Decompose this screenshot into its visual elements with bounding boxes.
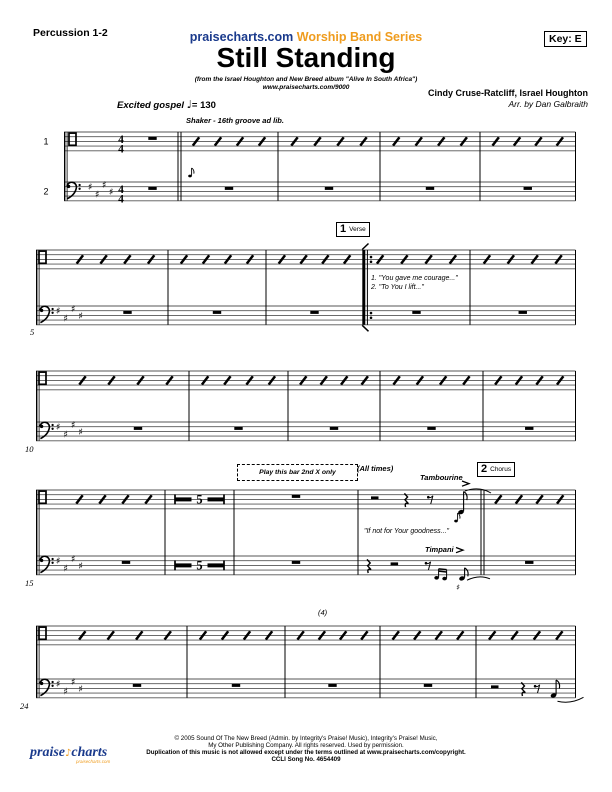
brand-series: Worship Band Series bbox=[296, 30, 423, 44]
ccli-number: CCLI Song No. 4654409 bbox=[271, 756, 341, 763]
chorus-label: Chorus bbox=[490, 466, 512, 473]
verse-number: 1 bbox=[340, 223, 347, 235]
play-bar-instruction: Play this bar 2nd X only bbox=[259, 469, 336, 476]
quarter-note-icon: ♩ bbox=[186, 98, 192, 111]
svg-text:5: 5 bbox=[196, 558, 203, 573]
svg-text:♯: ♯ bbox=[63, 563, 68, 575]
svg-text:♯: ♯ bbox=[55, 556, 61, 568]
rehearsal-chorus bbox=[477, 462, 515, 477]
goodness-cue: "If not for Your goodness..." bbox=[364, 528, 450, 535]
tempo-marking bbox=[117, 98, 216, 111]
verse-cue-line-2: 2. "To You I lift..." bbox=[371, 284, 424, 291]
svg-text:♯: ♯ bbox=[63, 313, 68, 325]
svg-text:5: 5 bbox=[196, 492, 203, 507]
logo-charts-text: charts bbox=[71, 745, 108, 760]
svg-text:♯: ♯ bbox=[78, 683, 83, 695]
tempo-bpm: = 130 bbox=[191, 100, 216, 111]
svg-text:1: 1 bbox=[43, 136, 49, 147]
svg-text:4: 4 bbox=[118, 184, 124, 197]
all-times-direction: (All times) bbox=[357, 464, 394, 473]
logo-subtext: praisecharts.com bbox=[76, 759, 111, 764]
shaker-direction: Shaker - 16th groove ad lib. bbox=[186, 116, 284, 125]
svg-text:4: 4 bbox=[118, 134, 124, 147]
album-subtitle: (from the Israel Houghton and New Breed album "Alive In South Africa") bbox=[194, 76, 418, 83]
key-signature-badge: Key: E bbox=[544, 31, 587, 47]
copyright-line-1: © 2005 Sound Of The New Breed (Admin. by Integrity's Praise! Music), Integrity's Praise! Music, bbox=[174, 735, 438, 742]
svg-text:♯: ♯ bbox=[101, 179, 107, 191]
svg-text:2: 2 bbox=[43, 186, 49, 197]
phrase-count-label: (4) bbox=[318, 608, 328, 617]
verse-cue-line-1: 1. "You gave me courage..." bbox=[371, 275, 458, 282]
song-title: Still Standing bbox=[216, 42, 396, 73]
svg-text:♯: ♯ bbox=[78, 560, 83, 572]
tempo-style-text: Excited gospel bbox=[117, 100, 185, 111]
timpani-label: Timpani bbox=[425, 545, 454, 554]
svg-text:♯: ♯ bbox=[87, 182, 93, 194]
svg-text:♯: ♯ bbox=[55, 306, 61, 318]
rehearsal-verse bbox=[336, 222, 370, 237]
svg-text:♯: ♯ bbox=[55, 422, 61, 434]
svg-text:♯: ♯ bbox=[78, 426, 83, 438]
measure-number-24: 24 bbox=[20, 701, 29, 711]
svg-text:4: 4 bbox=[118, 193, 124, 206]
svg-text:♯: ♯ bbox=[70, 676, 76, 688]
svg-text:4: 4 bbox=[118, 143, 124, 156]
svg-text:♯: ♯ bbox=[63, 429, 68, 441]
copyright-line-2: My Other Publishing Company. All rights reserved. Used by permission. bbox=[208, 742, 404, 749]
measure-number-10: 10 bbox=[25, 444, 34, 454]
svg-text:♯: ♯ bbox=[55, 679, 61, 691]
brand-praisecharts: praisecharts.com bbox=[189, 30, 294, 44]
chorus-number: 2 bbox=[481, 463, 488, 475]
svg-text:♯: ♯ bbox=[70, 303, 76, 315]
copyright-line-3: Duplication of this music is not allowed except under the terms outlined at www.praisecharts.com/copyright. bbox=[146, 749, 466, 756]
verse-label: Verse bbox=[349, 226, 366, 233]
svg-text:♯: ♯ bbox=[70, 553, 76, 565]
arranger: Arr. by Dan Galbraith bbox=[508, 99, 588, 109]
song-url: www.praisecharts.com/9000 bbox=[262, 84, 350, 91]
svg-text:♯: ♯ bbox=[78, 310, 83, 322]
svg-text:♯: ♯ bbox=[94, 189, 100, 201]
tambourine-label: Tambourine bbox=[420, 473, 463, 482]
svg-text:♯: ♯ bbox=[70, 419, 76, 431]
part-name: Percussion 1-2 bbox=[33, 27, 108, 39]
logo-praise-text: praise bbox=[30, 745, 65, 760]
svg-text:♯: ♯ bbox=[108, 186, 114, 198]
svg-text:♯: ♯ bbox=[63, 686, 68, 698]
composers: Cindy Cruse-Ratcliff, Israel Houghton bbox=[427, 88, 588, 98]
logo-note-icon: ♪ bbox=[65, 748, 72, 759]
svg-text:♯: ♯ bbox=[456, 582, 460, 592]
play-bar-instruction-box bbox=[237, 464, 358, 481]
measure-number-5: 5 bbox=[30, 327, 35, 337]
measure-number-15: 15 bbox=[25, 578, 34, 588]
